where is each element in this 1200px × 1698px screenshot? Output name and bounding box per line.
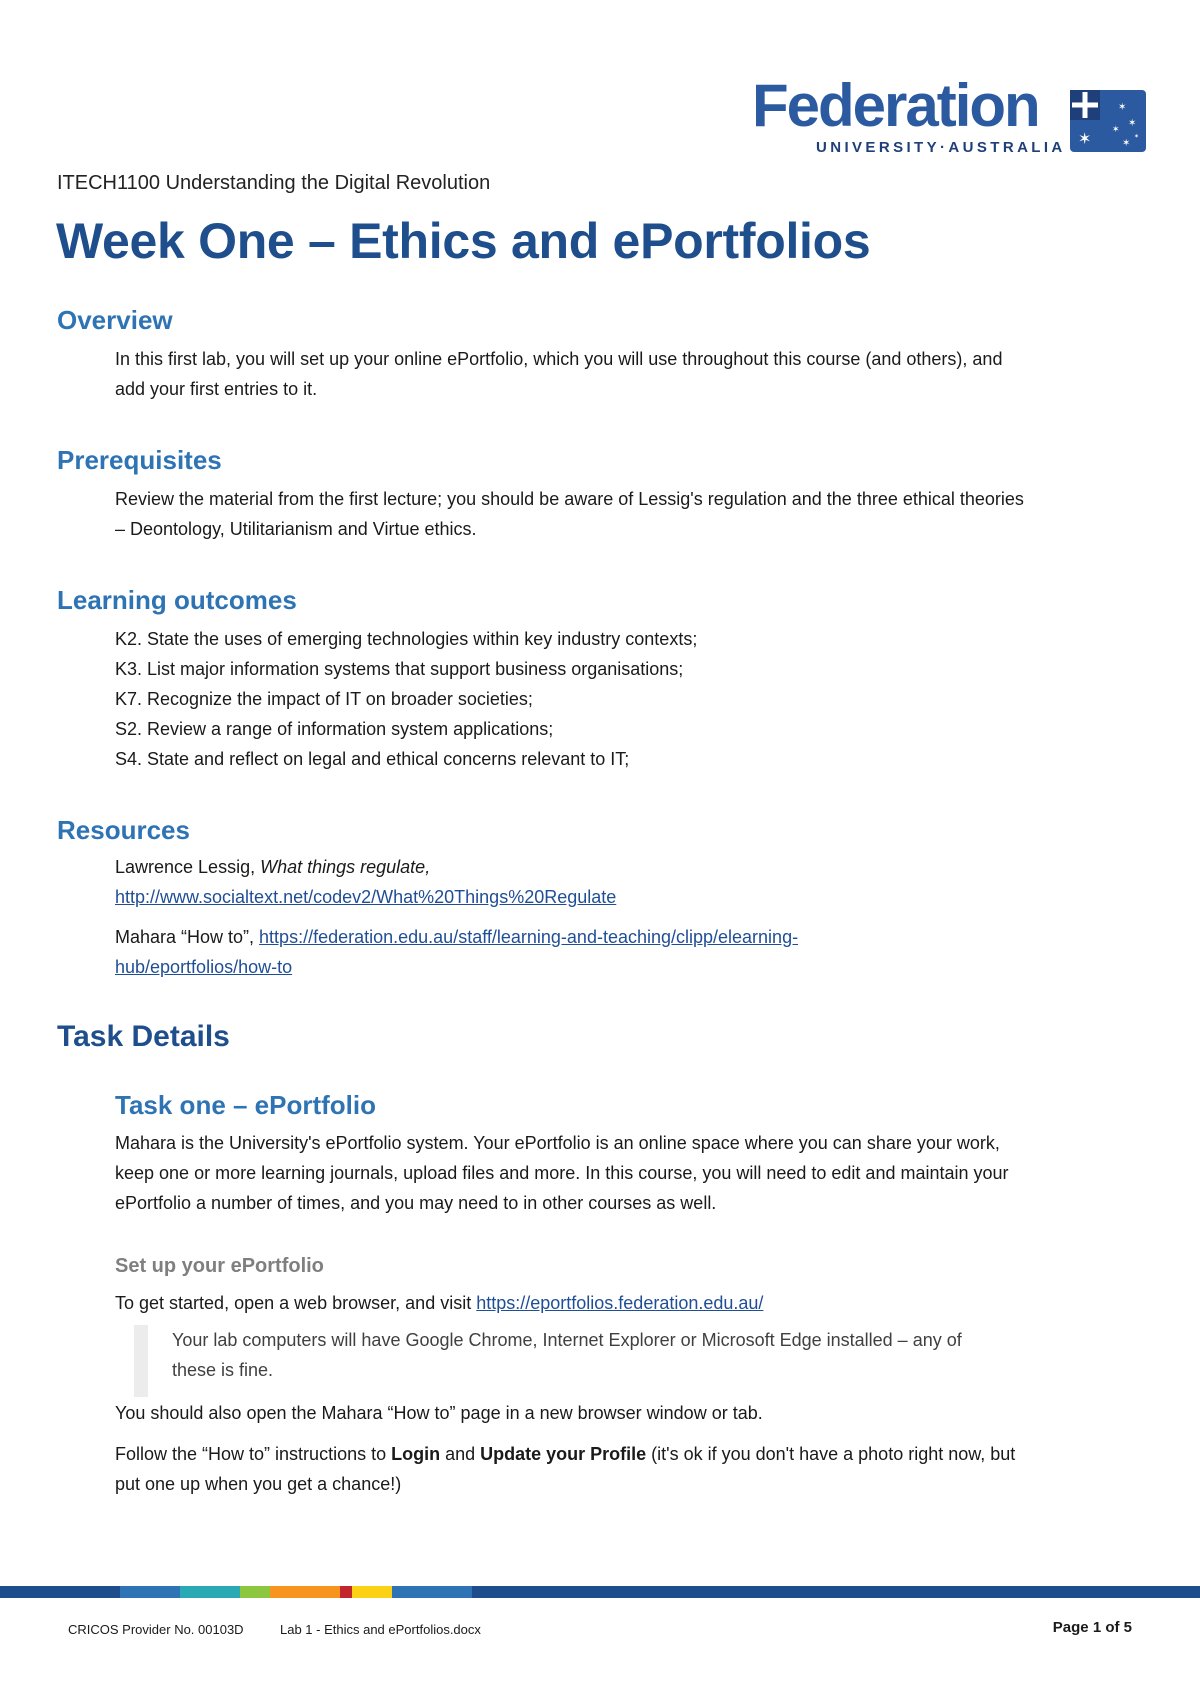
stripe-segment [240,1586,270,1598]
mahara-howto-link[interactable]: https://federation.edu.au/staff/learning-and-teaching/clipp/elearning- [259,927,799,947]
logo-wordmark: Federation [752,72,1039,139]
update-profile-label: Update your Profile [480,1444,647,1464]
resource-item-lessig [115,852,1035,912]
howto-text: You should also open the Mahara “How to” page in a new browser window or tab. [115,1403,763,1423]
learning-outcomes-heading: Learning outcomes [57,585,297,615]
task-one-heading: Task one – ePortfolio [115,1090,377,1120]
svg-text:✶: ✶ [1112,125,1120,135]
page-number: Page 1 of 5 [1052,1619,1132,1636]
resources-heading: Resources [57,815,190,845]
course-name: ITECH1100 Understanding the Digital Revolution [57,172,491,194]
login-label: Login [391,1444,441,1464]
resource-author: Lawrence Lessig, [115,857,261,877]
list-item: K3. List major information systems that support business organisations; [115,659,684,679]
lessig-link[interactable]: http://www.socialtext.net/codev2/What%20Things%20Regulate [115,887,617,907]
stripe-segment [120,1586,180,1598]
task-one-text: Mahara is the University's ePortfolio system. Your ePortfolio is an online space where you can share your work, keep one or more learning journals, upload files and more. In this course, you will need to edit and maintain your ePortfolio a number of times, and you may need to in other courses as well. [115,1133,1009,1213]
overview-text: In this first lab, you will set up your online ePortfolio, which you will use throughout this course (and others), and add your first entries to it. [115,349,1003,399]
stripe-segment [340,1586,352,1598]
federation-logo [752,72,1147,160]
follow-suffix: (it's ok if you don't have a photo right now, but put one up when you get a chance!) [115,1444,1016,1494]
eportfolio-link[interactable]: https://eportfolios.federation.edu.au/ [476,1293,764,1313]
svg-text:✶: ✶ [1078,129,1092,148]
stripe-segment [472,1586,1200,1598]
howto-text-block [115,1398,1035,1428]
mahara-howto-link-cont[interactable]: hub/eportfolios/how-to [115,957,293,977]
list-item: K7. Recognize the impact of IT on broader societies; [115,689,533,709]
follow-instructions [115,1439,1035,1499]
prerequisites-text: Review the material from the first lecture; you should be aware of Lessig's regulation and the three ethical theories – Deontology, Utilitarianism and Virtue ethics. [115,489,1024,539]
list-item: S2. Review a range of information system applications; [115,719,554,739]
browser-note [134,1325,994,1397]
list-item: K2. State the uses of emerging technologies within key industry contexts; [115,629,698,649]
logo-subtitle: UNIVERSITY·AUSTRALIA [816,139,1066,156]
follow-mid: and [440,1444,481,1464]
svg-text:✶: ✶ [1128,118,1137,129]
document-name: Lab 1 - Ethics and ePortfolios.docx [280,1622,481,1637]
stripe-segment [0,1586,120,1598]
list-item: S4. State and reflect on legal and ethical concerns relevant to IT; [115,749,630,769]
setup-heading: Set up your ePortfolio [115,1255,324,1277]
task-details-heading: Task Details [57,1020,230,1053]
resources-section [115,852,1035,982]
task-one-section [115,1128,1035,1218]
resource-title: What things regulate, [260,857,431,877]
cricos-number: CRICOS Provider No. 00103D [68,1622,244,1637]
learning-outcomes-section [115,624,1035,774]
footer-stripe [0,1586,1200,1598]
setup-text-prefix: To get started, open a web browser, and visit [115,1293,477,1313]
svg-text:✶: ✶ [1122,138,1131,149]
flag-icon [1068,88,1148,154]
browser-note-text: Your lab computers will have Google Chrome, Internet Explorer or Microsoft Edge installed – any of these is fine. [172,1330,962,1380]
resource-item-mahara [115,922,1035,982]
stripe-segment [352,1586,392,1598]
prerequisites-section [115,484,1035,544]
follow-prefix: Follow the “How to” instructions to [115,1444,392,1464]
stripe-segment [392,1586,472,1598]
prerequisites-heading: Prerequisites [57,445,222,475]
stripe-segment [270,1586,340,1598]
setup-text [115,1288,1035,1318]
learning-outcomes-list [115,624,1035,774]
page-title: Week One – Ethics and ePortfolios [56,213,871,269]
overview-heading: Overview [57,305,173,335]
overview-section [115,344,1035,404]
stripe-segment [180,1586,240,1598]
resource-mahara-label: Mahara “How to”, [115,927,260,947]
svg-text:✶: ✶ [1118,102,1127,113]
svg-text:✶: ✶ [1134,133,1140,140]
